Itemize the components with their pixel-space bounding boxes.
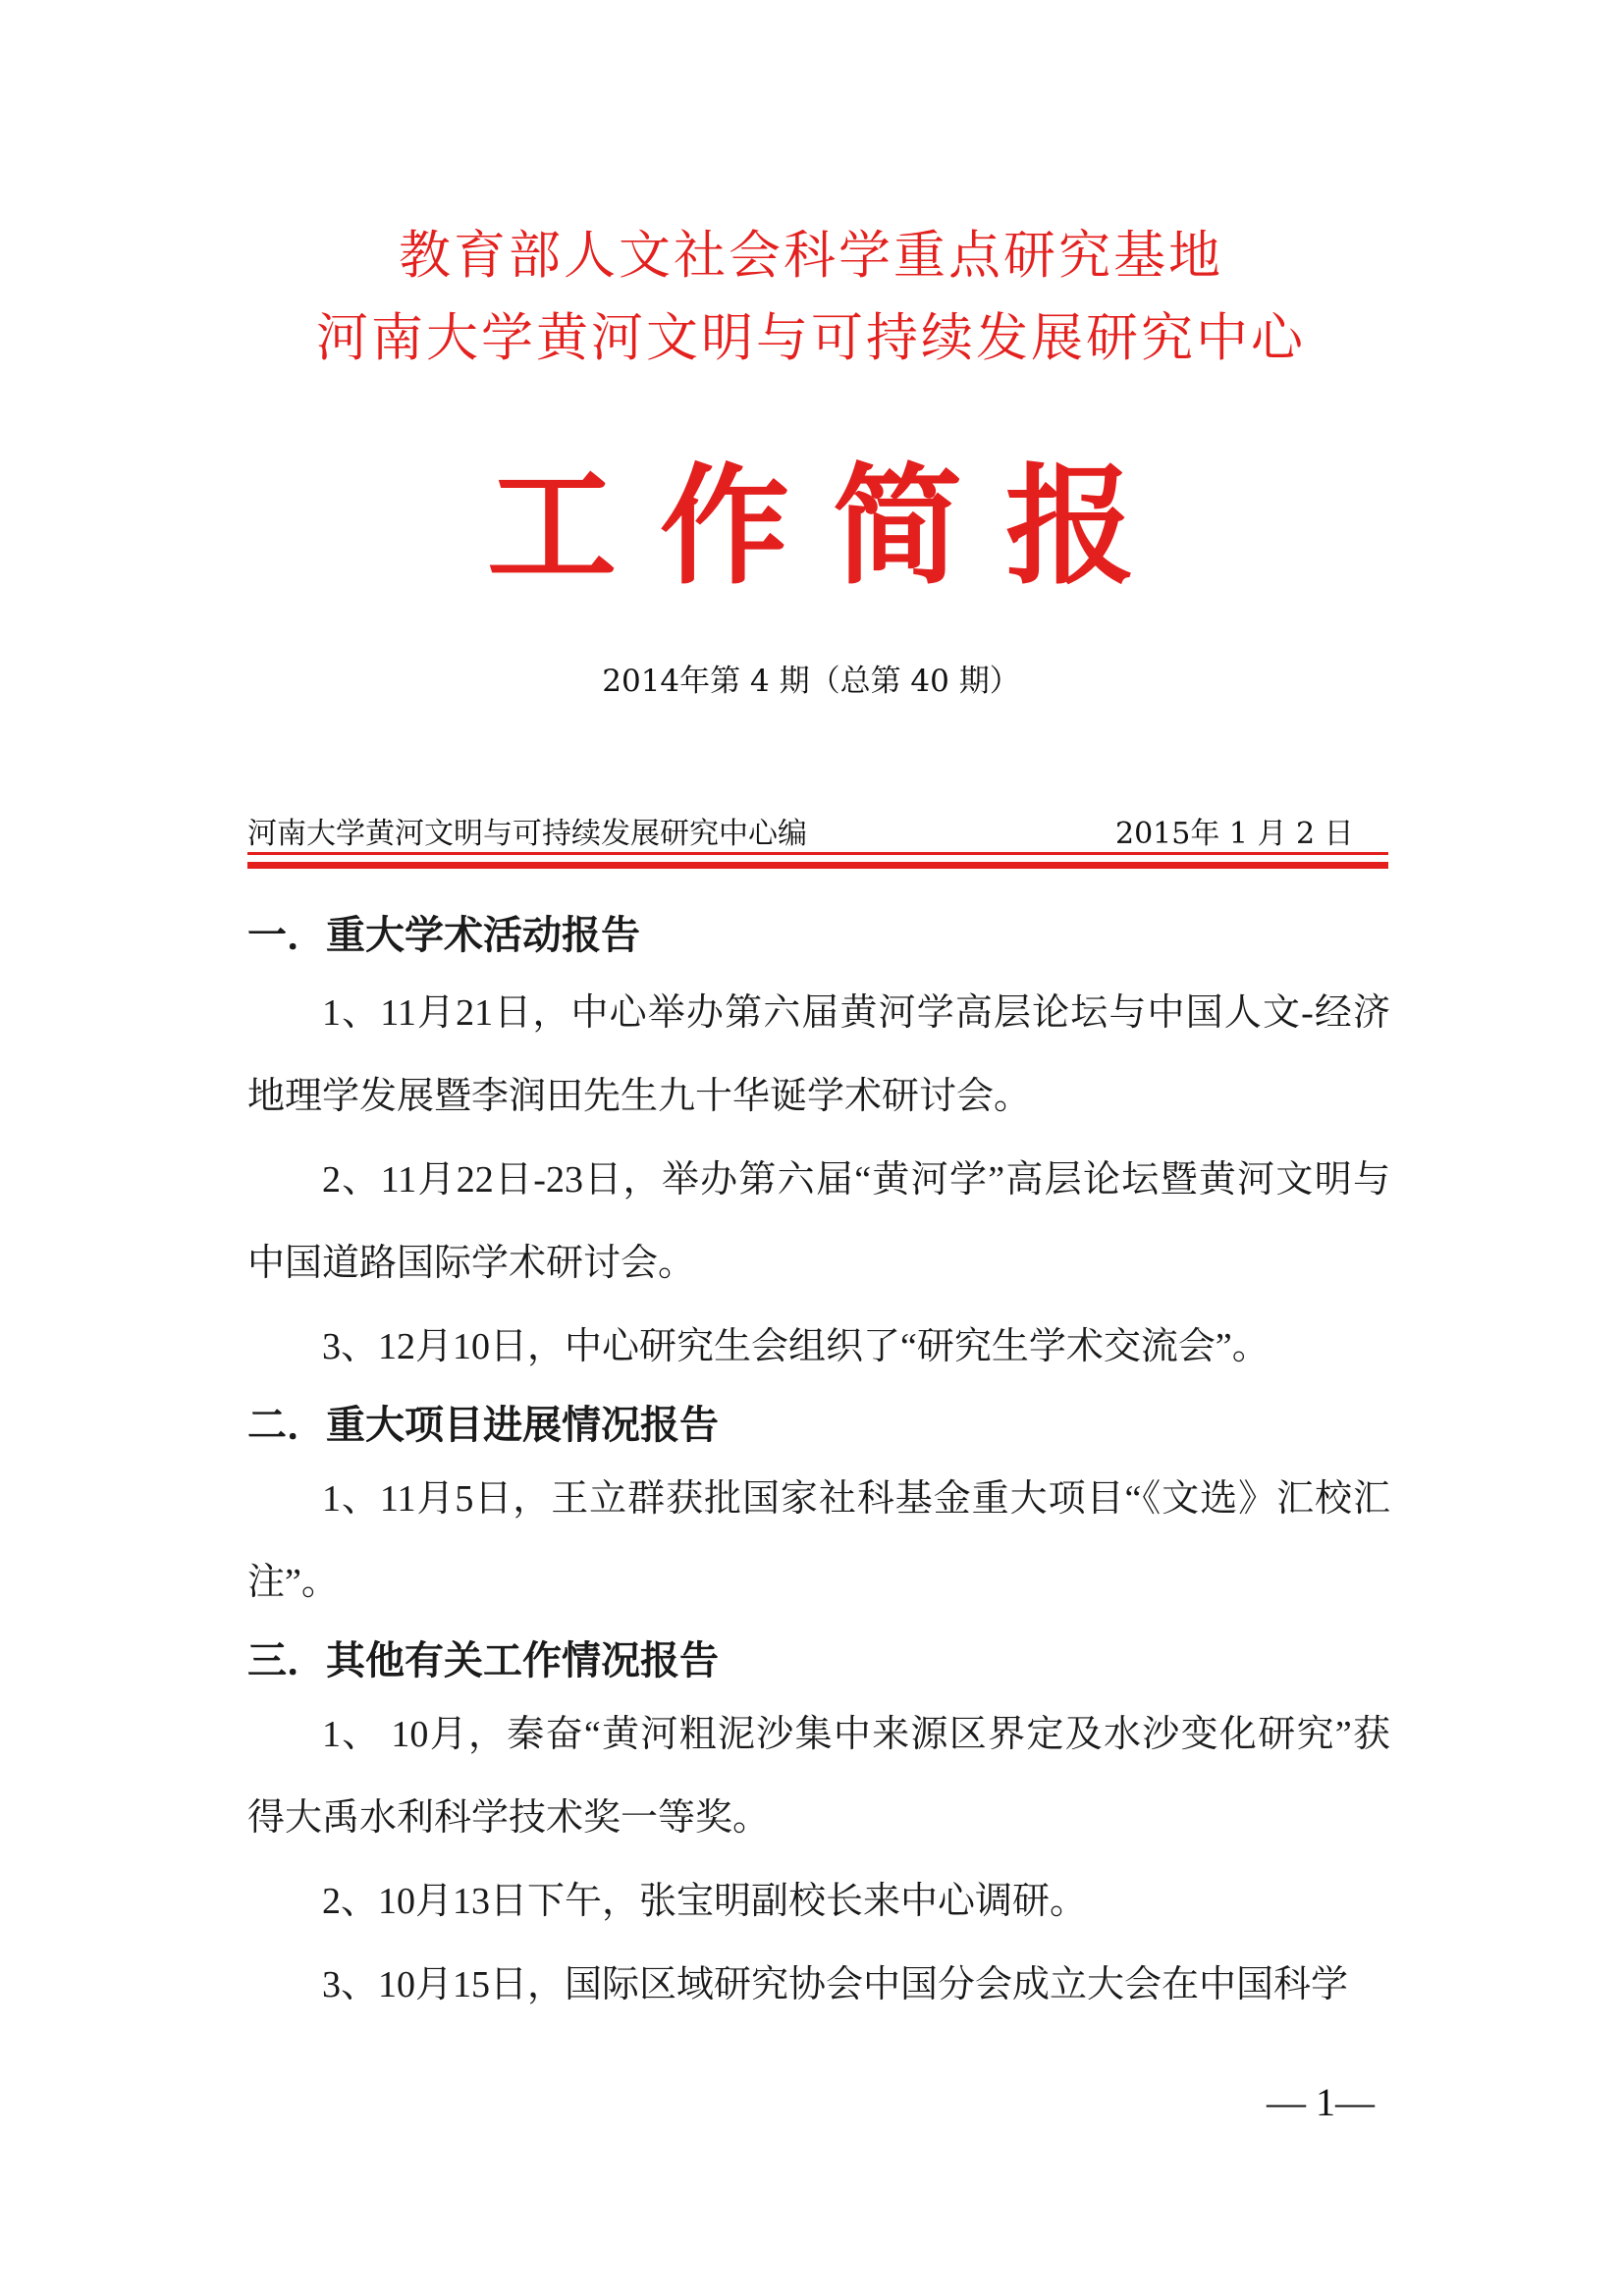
paragraph: 2、10月13日下午，张宝明副校长来中心调研。	[322, 1881, 1088, 1922]
document-body	[247, 903, 1390, 2027]
title-char: 作	[660, 452, 789, 603]
header-rule-thin	[247, 852, 1388, 855]
paragraph: 3、12月10日，中心研究生会组织了“研究生学术交流会”。	[322, 1326, 1270, 1367]
institution-line-1: 教育部人文社会科学重点研究基地	[399, 226, 1223, 286]
bulletin-title	[0, 422, 1622, 609]
editor-line: 河南大学黄河文明与可持续发展研究中心编	[247, 817, 807, 851]
publish-date: 2015年 1 月 2 日	[1115, 817, 1354, 851]
issue-number: 2014年第 4 期（总第 40 期）	[602, 664, 1020, 699]
section-heading: 一．重大学术活动报告	[247, 913, 640, 958]
title-char: 报	[1005, 452, 1135, 603]
institution-line-2: 河南大学黄河文明与可持续发展研究中心	[316, 308, 1306, 368]
page-number: — 1—	[1267, 2080, 1375, 2124]
paragraph: 1、 10月，秦奋“黄河粗泥沙集中来源区界定及水沙变化研究”获得大禹水利科学技术奖一等奖。	[247, 1714, 1390, 1839]
section-heading: 三．其他有关工作情况报告	[247, 1638, 719, 1683]
paragraph: 2、11月22日-23日，举办第六届“黄河学”高层论坛暨黄河文明与中国道路国际学术研讨会。	[247, 1159, 1390, 1284]
section-heading: 二．重大项目进展情况报告	[247, 1403, 719, 1448]
paragraph: 3、10月15日，国际区域研究协会中国分会成立大会在中国科学	[322, 1964, 1349, 2005]
title-char: 简	[833, 452, 962, 603]
header-rule-thick	[247, 862, 1388, 869]
paragraph: 1、11月21日，中心举办第六届黄河学高层论坛与中国人文-经济地理学发展暨李润田先生九十华诞学术研讨会。	[247, 992, 1390, 1117]
title-char: 工	[487, 452, 617, 603]
paragraph: 1、11月5日，王立群获批国家社科基金重大项目“《文选》汇校汇注”。	[247, 1478, 1390, 1603]
